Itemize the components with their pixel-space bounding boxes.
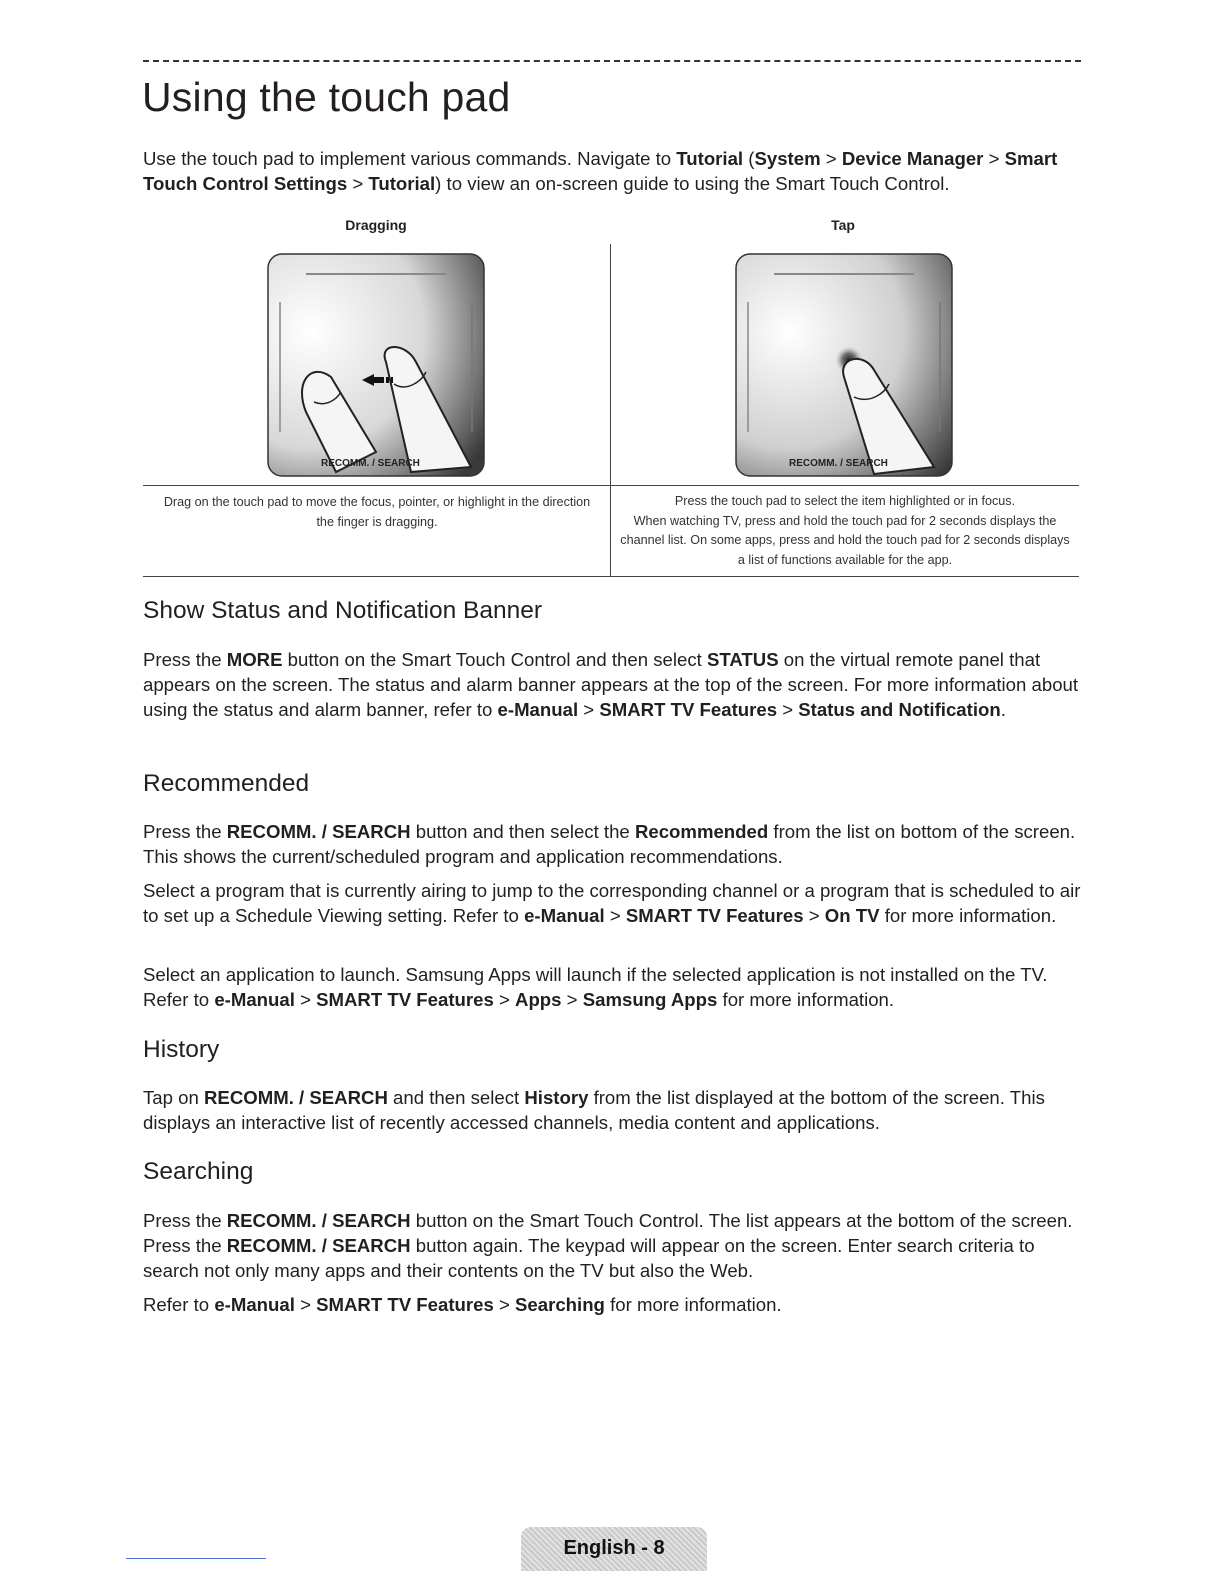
dragging-label: Dragging <box>345 217 407 233</box>
intro-paragraph: Use the touch pad to implement various commands. Navigate to Tutorial (System > Device Manager > Smart Touch Control Settings > Tutorial) to view an on-screen guide to using the Smart Touch Control. <box>143 148 1058 194</box>
page-number-tab: English - 8 <box>521 1527 707 1571</box>
figure-caption-rule <box>143 485 1079 486</box>
tap-caption-line-2: When watching TV, press and hold the touch pad for 2 seconds displays the channel list. On some apps, press and hold the touch pad for 2 seconds displays a list of functions available for the app. <box>620 513 1070 567</box>
searching-heading: Searching <box>143 1158 254 1185</box>
tap-caption <box>617 492 1073 570</box>
recommended-heading: Recommended <box>143 770 310 797</box>
top-dashed-rule <box>143 60 1081 62</box>
status-paragraph: Press the MORE button on the Smart Touch Control and then select STATUS on the virtual remote panel that appears on the screen. The status and alarm banner appears at the top of the screen. For more information about using the status and alarm banner, refer to e-Manual > SMART TV Features > Status and Notification. <box>143 649 1079 720</box>
history-heading: History <box>143 1036 220 1063</box>
searching-paragraph-2: Refer to e-Manual > SMART TV Features > Searching for more information. <box>143 1294 782 1315</box>
figure-divider <box>610 244 611 576</box>
tap-label: Tap <box>831 217 855 233</box>
footer-rule <box>126 1558 266 1559</box>
searching-paragraph-1: Press the RECOMM. / SEARCH button on the Smart Touch Control. The list appears at the bottom of the screen. Press the RECOMM. / SEARCH button again. The keypad will appear on the screen. Enter search criteria to search not only many apps and their contents on the TV but also the Web. <box>143 1210 1073 1281</box>
recommended-paragraph-3: Select an application to launch. Samsung Apps will launch if the selected application is not installed on the TV. Refer to e-Manual > SMART TV Features > Apps > Samsung Apps for more information. <box>143 964 1048 1010</box>
dragging-pad-text: RECOMM. / SEARCH <box>321 458 420 469</box>
figure-bottom-rule <box>143 576 1079 577</box>
status-heading: Show Status and Notification Banner <box>143 597 543 624</box>
recommended-paragraph-1: Press the RECOMM. / SEARCH button and then select the Recommended from the list on bottom of the screen. This shows the current/scheduled program and application recommendations. <box>143 821 1076 867</box>
dragging-touchpad-illustration <box>266 252 486 478</box>
history-paragraph: Tap on RECOMM. / SEARCH and then select History from the list displayed at the bottom of the screen. This displays an interactive list of recently accessed channels, media content and applications. <box>143 1087 1045 1133</box>
recommended-paragraph-2: Select a program that is currently airing to jump to the corresponding channel or a program that is scheduled to air to set up a Schedule Viewing setting. Refer to e-Manual > SMART TV Features > On TV for more information. <box>143 880 1081 926</box>
touchpad-figure <box>143 212 1079 578</box>
page-title: Using the touch pad <box>142 74 511 120</box>
tap-caption-line-1: Press the touch pad to select the item highlighted or in focus. <box>674 494 1016 508</box>
tap-touchpad-illustration <box>734 252 954 478</box>
tap-pad-text: RECOMM. / SEARCH <box>789 458 888 469</box>
dragging-caption: Drag on the touch pad to move the focus, pointer, or highlight in the direction the finger is dragging. <box>163 495 591 529</box>
